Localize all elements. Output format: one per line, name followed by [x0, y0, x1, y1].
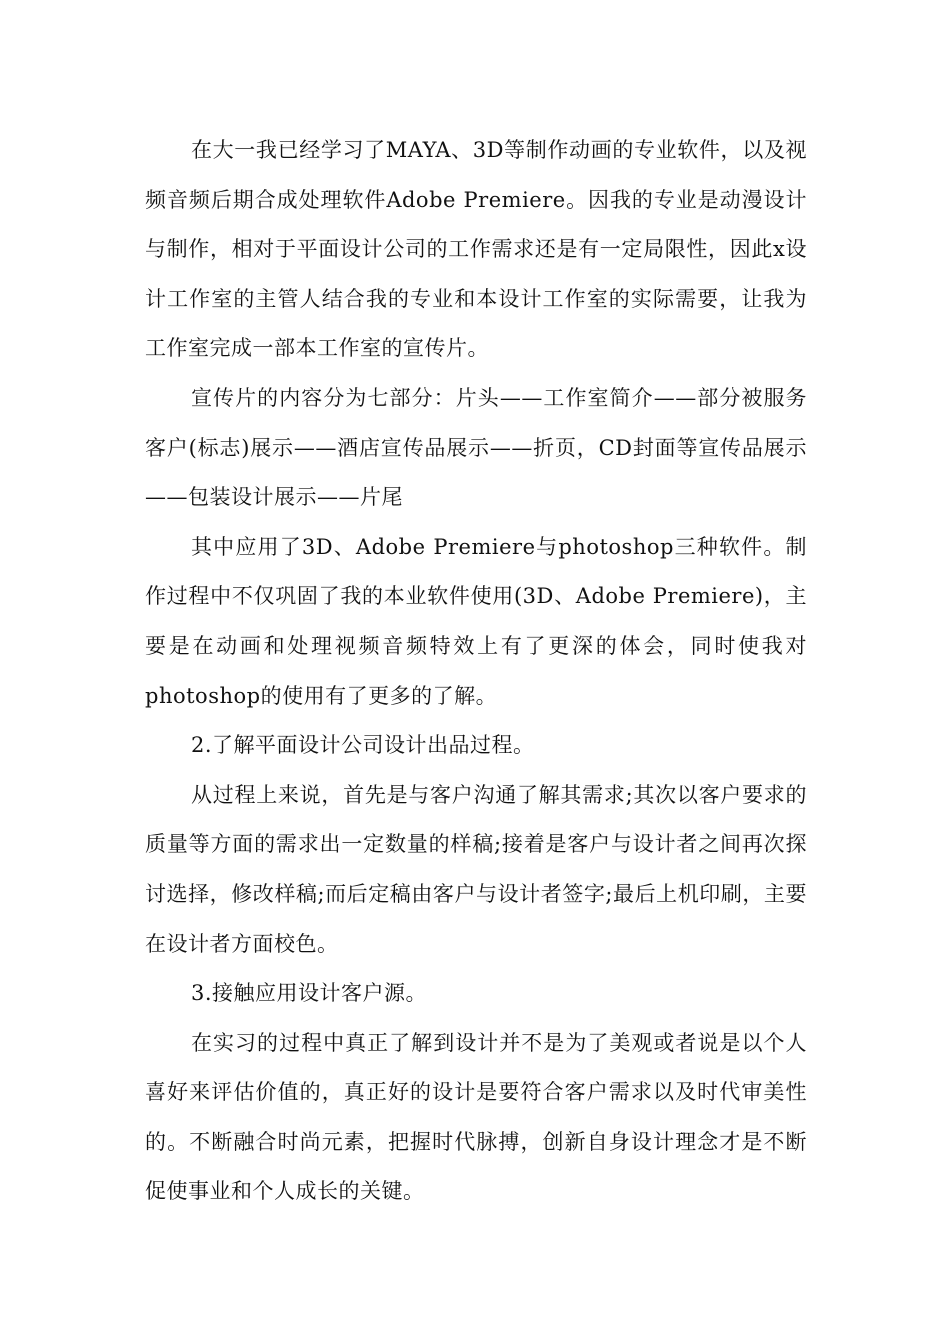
heading-client-source: 3.接触应用设计客户源。: [191, 981, 428, 1006]
document-page: [145, 126, 807, 1217]
paragraph-design-insight: 在实习的过程中真正了解到设计并不是为了美观或者说是以个人喜好来评估价值的，真正好的设计是要符合客户需求以及时代审美性的。不断融合时尚元素，把握时代脉搏，创新自身设计理念才是不断促使事业和个人成长的关键。: [145, 1030, 807, 1204]
paragraph-software-applied: 其中应用了3D、Adobe Premiere与photoshop三种软件。制作过程中不仅巩固了我的本业软件使用(3D、Adobe Premiere)，主要是在动画和处理视频音频特效上有了更深的体会，同时使我对photoshop的使用有了更多的了解。: [145, 534, 807, 708]
paragraph-design-process: 从过程上来说，首先是与客户沟通了解其需求;其次以客户要求的质量等方面的需求出一定数量的样稿;接着是客户与设计者之间再次探讨选择，修改样稿;而后定稿由客户与设计者签字;最后上机印刷，主要在设计者方面校色。: [145, 782, 807, 956]
paragraph-promo-parts: 宣传片的内容分为七部分：片头——工作室简介——部分被服务客户(标志)展示——酒店宣传品展示——折页，CD封面等宣传品展示——包装设计展示——片尾: [145, 385, 807, 510]
heading-design-process: 2.了解平面设计公司设计出品过程。: [191, 733, 535, 758]
paragraph-software-learned: 在大一我已经学习了MAYA、3D等制作动画的专业软件，以及视频音频后期合成处理软件Adobe Premiere。因我的专业是动漫设计与制作，相对于平面设计公司的工作需求还是有一定局限性，因此x设计工作室的主管人结合我的专业和本设计工作室的实际需要，让我为工作室完成一部本工作室的宣传片。: [145, 138, 807, 361]
